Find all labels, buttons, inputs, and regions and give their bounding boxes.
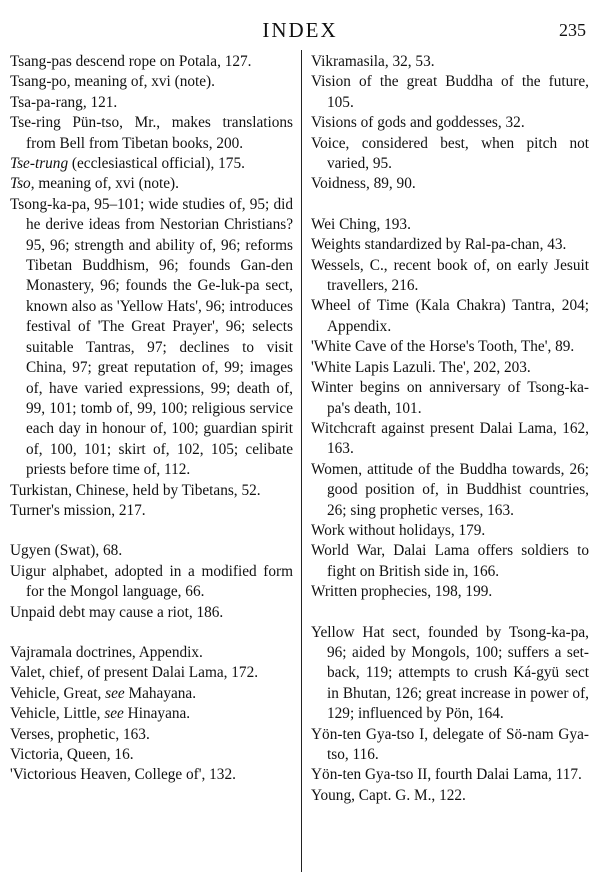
index-column-right bbox=[311, 52, 589, 806]
index-entry bbox=[10, 765, 293, 785]
index-column-left bbox=[10, 52, 293, 786]
index-entry-text: Uigur alphabet, adopted in a modified form for the Mongol language, 66. bbox=[10, 562, 293, 601]
index-entry-text: Work without holidays, 179. bbox=[311, 521, 486, 539]
index-entry bbox=[10, 72, 293, 92]
index-entry-text: Yön-ten Gya-tso II, fourth Dalai Lama, 117. bbox=[311, 766, 582, 784]
index-entry bbox=[311, 72, 589, 113]
index-entry bbox=[10, 643, 293, 663]
letter-section-gap bbox=[311, 603, 589, 623]
index-entry-text: Yön-ten Gya-tso I, delegate of Sö-nam Gya-tso, 116. bbox=[311, 725, 589, 763]
index-entry bbox=[10, 541, 293, 561]
index-entry-text: Ugyen (Swat), 68. bbox=[10, 542, 123, 560]
index-entry bbox=[311, 765, 589, 785]
index-entry-text: (ecclesiastical official), 175. bbox=[68, 155, 245, 173]
index-entry-text: 'White Cave of the Horse's Tooth, The', 89. bbox=[311, 338, 575, 356]
index-entry-text: Tsong-ka-pa, 95–101; wide studies of, 95; did he derive ideas from Nestorian Christians? 95, 96; strength and ability of, 96; reforms Tibetan Buddhism, 96; founds Gan-den Monastery, 96; founds the Ge-luk-pa sect, known also as 'Yellow Hats', 96; introduces festival of 'The Great Prayer', 96; selects suitable Tantras, 97; declines to visit China, 97; great reputation of, 99; images of, have varied expressions, 99; death of, 99, 101; tomb of, 99, 100; religious service each day in honour of, 100; guardian spirit of, 100, 101; skirt of, 102, 105; celibate priests before time of, 112. bbox=[10, 195, 293, 479]
index-entry bbox=[10, 745, 293, 765]
index-entry-term: Tso bbox=[10, 175, 31, 193]
index-entry bbox=[311, 113, 589, 133]
index-entry-text: Weights standardized by Ral-pa-chan, 43. bbox=[311, 236, 567, 254]
index-entry bbox=[10, 481, 293, 501]
index-entry-text: Written prophecies, 198, 199. bbox=[311, 583, 493, 601]
index-entry-text: Hinayana. bbox=[123, 705, 191, 723]
index-entry-text: Wei Ching, 193. bbox=[311, 215, 411, 233]
index-entry bbox=[10, 195, 293, 481]
index-entry bbox=[311, 296, 589, 337]
index-entry bbox=[311, 358, 589, 378]
column-divider bbox=[301, 50, 302, 872]
index-entry-text: Vikramasila, 32, 53. bbox=[311, 53, 435, 70]
index-entry-text: Tsang-pas descend rope on Potala, 127. bbox=[10, 53, 252, 70]
index-entry bbox=[10, 93, 293, 113]
index-entry-text: Victoria, Queen, 16. bbox=[10, 746, 134, 763]
index-entry-text: Wheel of Time (Kala Chakra) Tantra, 204; Appendix. bbox=[311, 297, 589, 335]
index-entry-text: Young, Capt. G. M., 122. bbox=[311, 786, 466, 804]
index-entry bbox=[311, 725, 589, 766]
index-entry bbox=[10, 704, 293, 724]
index-entry bbox=[10, 154, 293, 174]
index-entry-text: Unpaid debt may cause a riot, 186. bbox=[10, 603, 224, 621]
index-entry bbox=[311, 235, 589, 255]
index-entry bbox=[10, 501, 293, 521]
index-entry-text: 'Victorious Heaven, College of', 132. bbox=[10, 766, 236, 784]
letter-section-gap bbox=[10, 623, 293, 643]
index-entry bbox=[311, 460, 589, 521]
index-entry bbox=[10, 52, 293, 72]
page-header bbox=[0, 18, 600, 44]
index-entry-text: Vajramala doctrines, Appendix. bbox=[10, 643, 203, 661]
letter-section-gap bbox=[311, 195, 589, 215]
index-entry bbox=[311, 623, 589, 725]
index-entry bbox=[311, 786, 589, 806]
index-entry bbox=[311, 174, 589, 194]
index-entry bbox=[311, 541, 589, 582]
page-title: INDEX bbox=[262, 18, 338, 42]
index-entry bbox=[10, 684, 293, 704]
index-cross-reference: see bbox=[104, 705, 124, 723]
index-entry bbox=[10, 113, 293, 154]
index-entry-text: Vehicle, Little, bbox=[10, 705, 105, 723]
index-entry-text: Voice, considered best, when pitch not varied, 95. bbox=[311, 134, 589, 173]
index-entry-text: Tsang-po, meaning of, xvi (note). bbox=[10, 73, 215, 91]
index-entry-text: Women, attitude of the Buddha towards, 26; good position of, in Buddhist countries, 26; sing prophetic verses, 163. bbox=[311, 460, 589, 519]
index-entry-text: Voidness, 89, 90. bbox=[311, 175, 416, 193]
index-entry-text: 'White Lapis Lazuli. The', 202, 203. bbox=[311, 358, 531, 376]
index-entry bbox=[10, 174, 293, 194]
index-entry bbox=[311, 378, 589, 419]
index-cross-reference: see bbox=[105, 684, 125, 702]
index-entry-text: Wessels, C., recent book of, on early Jesuit travellers, 216. bbox=[311, 256, 589, 295]
index-entry-text: Yellow Hat sect, founded by Tsong-ka-pa, 96; aided by Mongols, 100; suffers a set-back, 119; attempts to crush Ká-gyü sect in Bhutan, 126; great increase in power of, 129; influenced by Pön, 164. bbox=[311, 623, 589, 723]
index-entry-text: Vision of the great Buddha of the future, 105. bbox=[311, 73, 589, 111]
index-entry-text: Visions of gods and goddesses, 32. bbox=[311, 114, 525, 132]
index-entry-text: , meaning of, xvi (note). bbox=[30, 175, 179, 193]
index-entry bbox=[311, 419, 589, 460]
index-entry-text: Winter begins on anniversary of Tsong-ka-pa's death, 101. bbox=[311, 379, 589, 417]
index-entry-text: Turkistan, Chinese, held by Tibetans, 52. bbox=[10, 481, 261, 499]
index-entry-text: Tse-ring Pün-tso, Mr., makes translations from Bell from Tibetan books, 200. bbox=[10, 114, 293, 152]
index-entry bbox=[10, 603, 293, 623]
page-number: 235 bbox=[559, 20, 586, 40]
index-entry bbox=[311, 52, 589, 72]
index-entry-text: Valet, chief, of present Dalai Lama, 172. bbox=[10, 664, 259, 682]
index-entry bbox=[311, 215, 589, 235]
index-entry bbox=[311, 256, 589, 297]
index-entry-text: World War, Dalai Lama offers soldiers to fight on British side in, 166. bbox=[311, 542, 589, 580]
index-entry bbox=[10, 663, 293, 683]
index-entry bbox=[10, 725, 293, 745]
index-entry-text: Turner's mission, 217. bbox=[10, 501, 146, 519]
index-entry bbox=[311, 582, 589, 602]
index-entry-text: Verses, prophetic, 163. bbox=[10, 725, 150, 743]
index-entry-text: Mahayana. bbox=[124, 684, 197, 702]
letter-section-gap bbox=[10, 521, 293, 541]
index-entry-term: Tse-trung bbox=[10, 155, 69, 173]
index-entry-text: Witchcraft against present Dalai Lama, 162, 163. bbox=[311, 419, 589, 458]
index-entry-text: Vehicle, Great, bbox=[10, 684, 106, 702]
index-entry bbox=[311, 337, 589, 357]
index-entry bbox=[311, 134, 589, 175]
index-entry-text: Tsa-pa-rang, 121. bbox=[10, 93, 118, 111]
index-entry bbox=[311, 521, 589, 541]
index-entry bbox=[10, 562, 293, 603]
